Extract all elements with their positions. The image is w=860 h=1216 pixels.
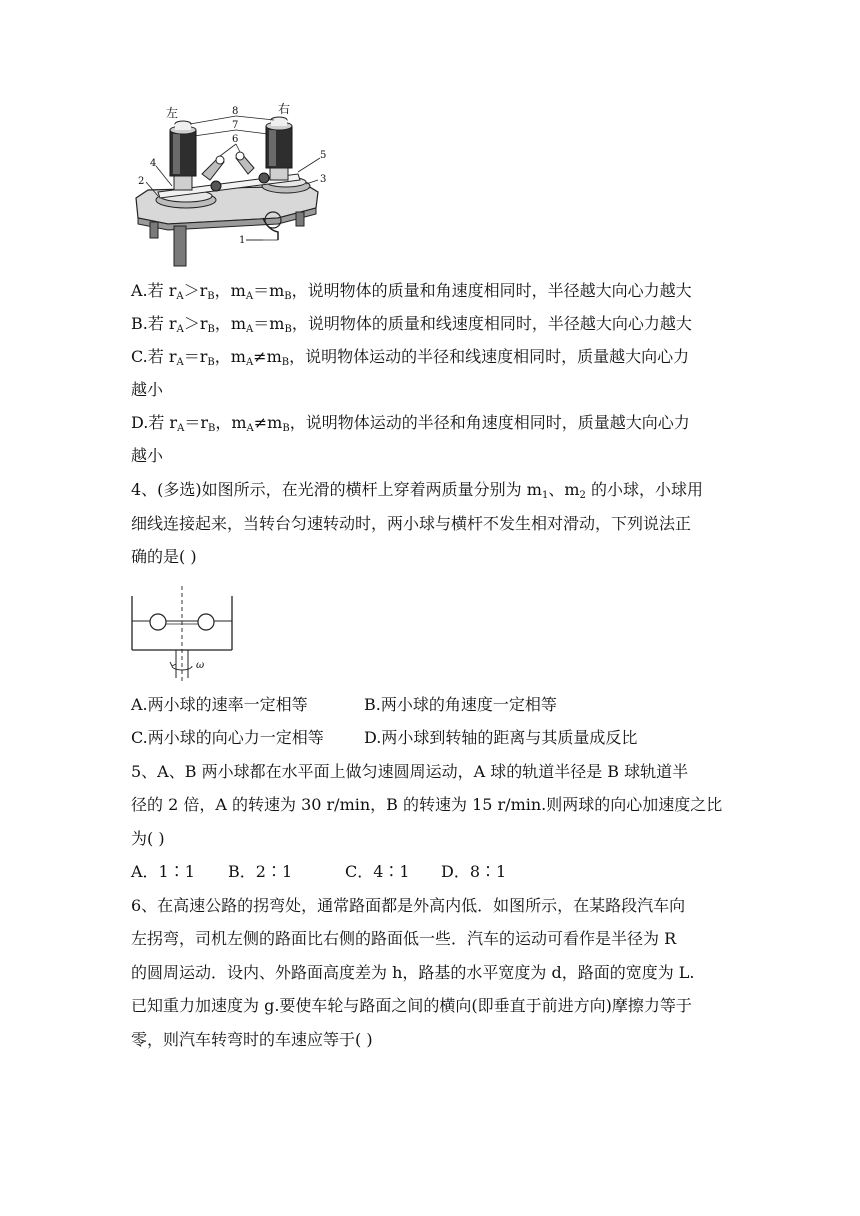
q4-stem-line1: 4、(多选)如图所示，在光滑的横杆上穿着两质量分别为 $m_1$、$m_2$ 的小球，小球用 bbox=[131, 480, 703, 501]
q5-option-d: D．8∶1 bbox=[441, 862, 507, 881]
rotating-rod-figure bbox=[128, 586, 238, 684]
q3-option-b: B.若 $r_A>r_B$，$m_A=m_B$，说明物体的质量和线速度相同时，半径越大向心力越大 bbox=[131, 314, 692, 335]
figure1-label-right: 右 bbox=[278, 102, 291, 116]
q4-option-c: C.两小球的向心力一定相等 bbox=[131, 728, 324, 747]
q4-stem-line2: 细线连接起来，当转台匀速转动时，两小球与横杆不发生相对滑动，下列说法正 bbox=[131, 514, 692, 533]
ball-m2 bbox=[198, 614, 214, 630]
q5-option-c: C．4∶1 bbox=[345, 862, 410, 881]
q3-option-d-cont: 越小 bbox=[131, 446, 164, 465]
q6-stem-line5: 零，则汽车转弯时的车速应等于( ) bbox=[131, 1030, 373, 1049]
q5-stem-line3: 为( ) bbox=[131, 829, 165, 848]
q3-option-a: A.若 $r_A>r_B$，$m_A=m_B$，说明物体的质量和角速度相同时，半径越大向心力越大 bbox=[131, 281, 692, 302]
callout-1: 1 bbox=[239, 235, 246, 246]
callout-3: 3 bbox=[320, 174, 327, 185]
callout-5: 5 bbox=[320, 150, 327, 161]
q4-option-b: B.两小球的角速度一定相等 bbox=[364, 695, 557, 714]
callout-2: 2 bbox=[138, 176, 145, 187]
callout-4: 4 bbox=[150, 158, 157, 169]
q4-option-a: A.两小球的速率一定相等 bbox=[131, 695, 308, 714]
q5-stem-line2: 径的 2 倍，A 的转速为 30 r/min，B 的转速为 15 r/min.则两球的向心加速度之比 bbox=[131, 795, 723, 814]
q6-stem-line3: 的圆周运动．设内、外路面高度差为 h，路基的水平宽度为 d，路面的宽度为 L. bbox=[131, 963, 695, 982]
q4-stem-line3: 确的是( ) bbox=[131, 547, 197, 566]
q6-stem-line4: 已知重力加速度为 g.要使车轮与路面之间的横向(即垂直于前进方向)摩擦力等于 bbox=[131, 996, 692, 1015]
callout-7: 7 bbox=[232, 120, 239, 131]
q5-option-a: A．1∶1 bbox=[131, 862, 195, 881]
q6-stem-line1: 6、在高速公路的拐弯处，通常路面都是外高内低．如图所示，在某路段汽车向 bbox=[131, 896, 686, 915]
ball-m1 bbox=[150, 614, 166, 630]
q4-option-d: D.两小球到转轴的距离与其质量成反比 bbox=[364, 728, 638, 747]
q3-option-c: C.若 $r_A=r_B$，$m_A\ne m_B$，说明物体运动的半径和线速度相同时，质量越大向心力 bbox=[131, 347, 690, 368]
q5-stem-line1: 5、A、B 两小球都在水平面上做匀速圆周运动，A 球的轨道半径是 B 球轨道半 bbox=[131, 762, 689, 781]
q6-stem-line2: 左拐弯，司机左侧的路面比右侧的路面低一些．汽车的运动可看作是半径为 R bbox=[131, 929, 677, 948]
callout-6: 6 bbox=[232, 134, 239, 145]
q3-option-d: D.若 $r_A=r_B$，$m_A\ne m_B$，说明物体运动的半径和角速度相同时，质量越大向心力 bbox=[131, 413, 690, 434]
q3-option-c-cont: 越小 bbox=[131, 380, 164, 399]
figure1-label-left: 左 bbox=[166, 106, 179, 120]
centripetal-apparatus-figure bbox=[128, 100, 328, 268]
q5-option-b: B．2∶1 bbox=[228, 862, 293, 881]
omega-label: ω bbox=[196, 660, 205, 671]
callout-8: 8 bbox=[232, 106, 239, 117]
